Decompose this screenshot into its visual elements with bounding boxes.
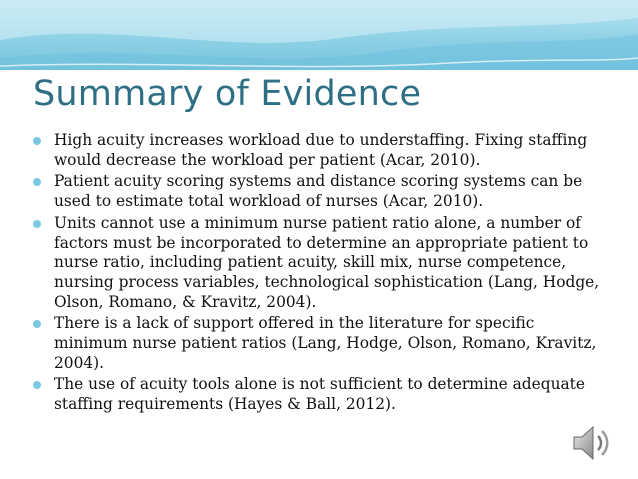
- bullet-text: The use of acuity tools alone is not sufficient to determine adequate staffing requirements (Hayes & Ball, 2012).: [54, 375, 585, 414]
- bullet-text: Patient acuity scoring systems and distance scoring systems can be used to estimate total workload of nurses (Acar, 2010).: [54, 172, 583, 211]
- speaker-icon-graphic: [568, 420, 614, 466]
- bullet-text: High acuity increases workload due to understaffing. Fixing staffing would decrease the workload per patient (Acar, 2010).: [54, 131, 588, 169]
- bullet-item: [30, 214, 602, 313]
- bullet-item: [30, 375, 602, 414]
- slide-title: Summary of Evidence: [33, 74, 422, 114]
- round-bullet-icon: [33, 178, 41, 186]
- wave-decoration: [0, 0, 638, 70]
- bullet-text: Units cannot use a minimum nurse patient ratio alone, a number of factors must be incorporated to determine an appropriate patient to nurse ratio, including patient acuity, skill mix, nurse competence, nursing process variables, technological sophistication (Lang, Hodge, Olson, Romano, & Kravitz, 2004).: [54, 213, 600, 311]
- bullet-item: [30, 172, 602, 211]
- round-bullet-icon: [33, 320, 41, 328]
- header-wave-band: [0, 0, 638, 70]
- speaker-icon[interactable]: [568, 420, 614, 466]
- round-bullet-icon: [33, 220, 41, 228]
- bullet-list: [30, 131, 602, 417]
- bullet-item: [30, 131, 602, 170]
- bullet-text: There is a lack of support offered in the literature for specific minimum nurse patient ratios (Lang, Hodge, Olson, Romano, Kravitz, 2004).: [54, 314, 597, 372]
- bullet-item: [30, 314, 602, 373]
- round-bullet-icon: [33, 137, 41, 145]
- round-bullet-icon: [33, 381, 41, 389]
